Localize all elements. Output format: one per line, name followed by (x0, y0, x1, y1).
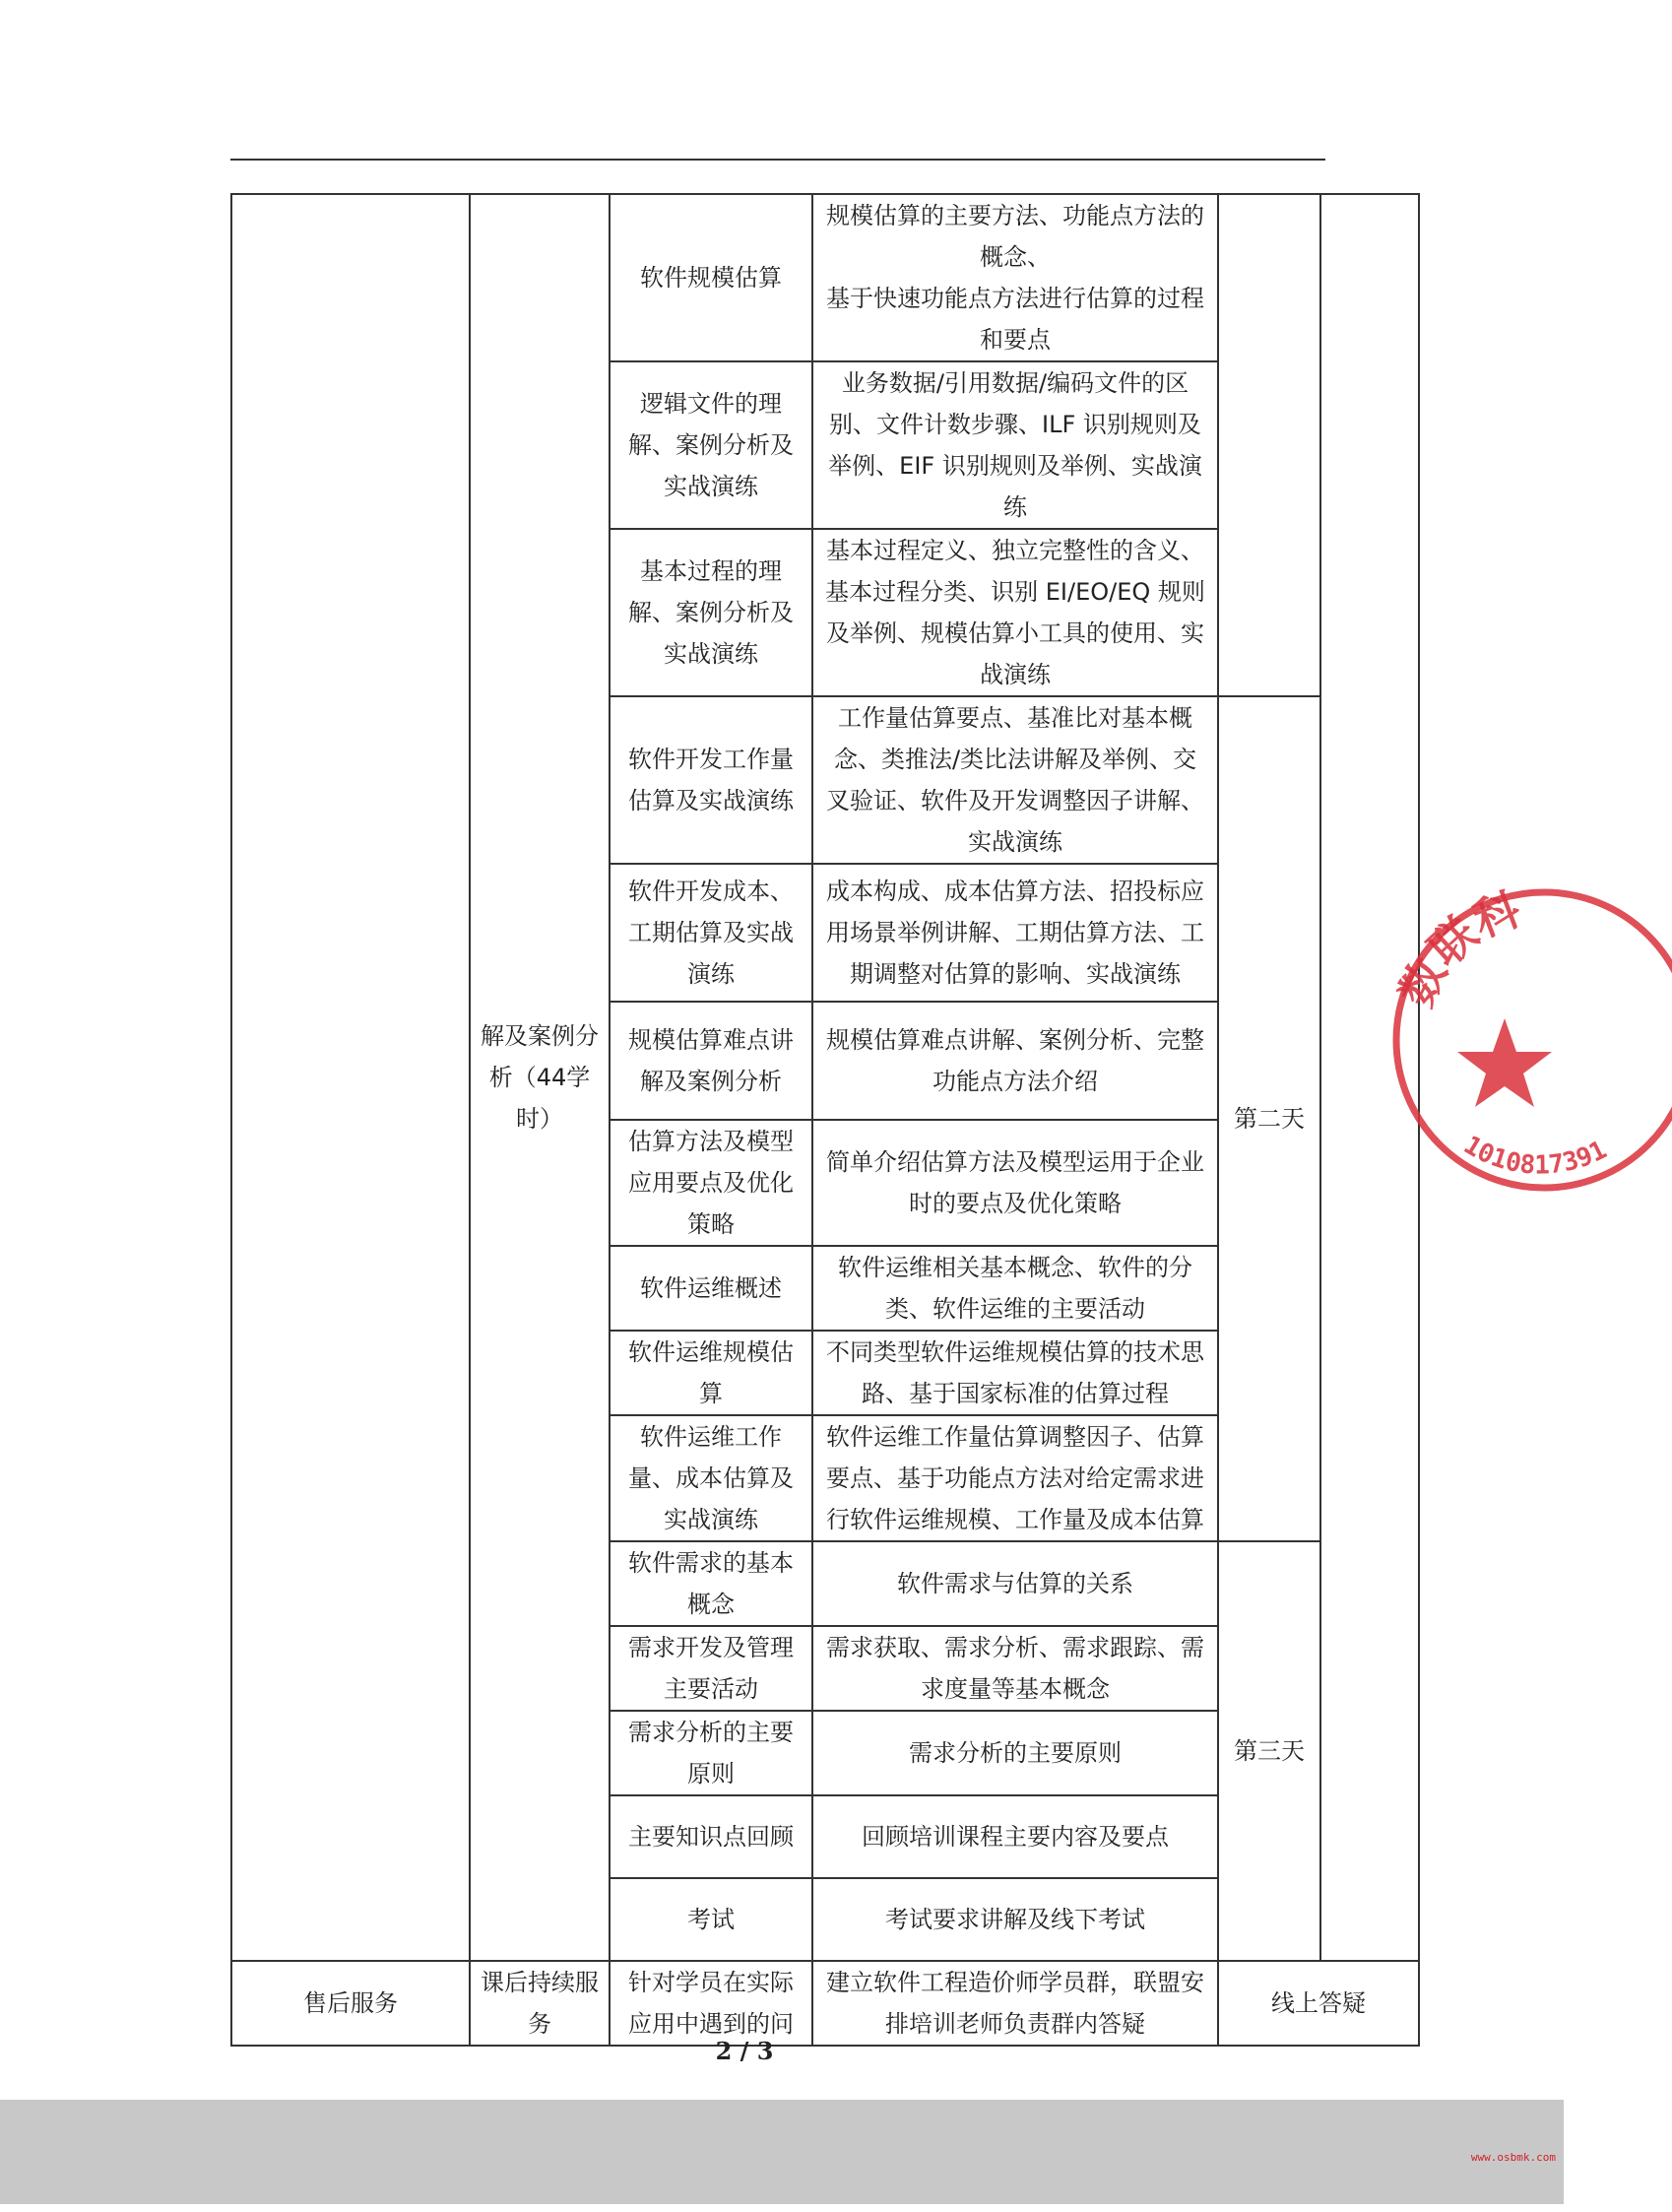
content-cell: 回顾培训课程主要内容及要点 (812, 1795, 1218, 1878)
topic-cell: 考试 (610, 1878, 812, 1961)
content-cell: 规模估算的主要方法、功能点方法的概念、 基于快速功能点方法进行估算的过程和要点 (812, 194, 1218, 361)
day-cell-blank (1218, 194, 1320, 696)
content-cell: 规模估算难点讲解、案例分析、完整功能点方法介绍 (812, 1002, 1218, 1120)
after-sales-topic: 针对学员在实际应用中遇到的问 (610, 1961, 812, 2046)
page-number: 2 / 3 (715, 2037, 774, 2065)
topic-cell: 软件开发成本、工期估算及实战演练 (610, 864, 812, 1002)
content-cell: 成本构成、成本估算方法、招投标应用场景举例讲解、工期估算方法、工期调整对估算的影响、实战演练 (812, 864, 1218, 1002)
topic-cell: 软件需求的基本概念 (610, 1541, 812, 1626)
topic-cell: 软件开发工作量估算及实战演练 (610, 696, 812, 864)
footer-band (0, 2100, 1564, 2204)
content-cell: 需求分析的主要原则 (812, 1711, 1218, 1795)
seal-star-icon (1457, 1018, 1552, 1107)
content-cell: 考试要求讲解及线下考试 (812, 1878, 1218, 1961)
topic-cell: 软件运维规模估算 (610, 1331, 812, 1415)
topic-cell: 逻辑文件的理解、案例分析及实战演练 (610, 361, 812, 529)
content-cell: 软件运维工作量估算调整因子、估算要点、基于功能点方法对给定需求进行软件运维规模、工作量及成本估算 (812, 1415, 1218, 1541)
topic-cell: 估算方法及模型应用要点及优化策略 (610, 1120, 812, 1246)
module-cell: 解及案例分析（44学时） (470, 194, 610, 1961)
content-cell: 简单介绍估算方法及模型运用于企业时的要点及优化策略 (812, 1120, 1218, 1246)
company-seal (1377, 873, 1672, 1207)
seal-name-text: 数联科 (1388, 881, 1528, 1015)
seal-number-text: 1010817391 (1458, 1130, 1612, 1181)
topic-cell: 软件运维概述 (610, 1246, 812, 1331)
topic-cell: 主要知识点回顾 (610, 1795, 812, 1878)
content-cell: 软件需求与估算的关系 (812, 1541, 1218, 1626)
topic-cell: 软件规模估算 (610, 194, 812, 361)
day-two-cell: 第二天 (1218, 696, 1320, 1541)
topic-cell: 需求开发及管理主要活动 (610, 1626, 812, 1711)
category-cell-blank (231, 194, 470, 1961)
topic-cell: 需求分析的主要原则 (610, 1711, 812, 1795)
topic-cell: 基本过程的理解、案例分析及实战演练 (610, 529, 812, 696)
content-cell: 工作量估算要点、基准比对基本概念、类推法/类比法讲解及举例、交叉验证、软件及开发调整因子讲解、实战演练 (812, 696, 1218, 864)
content-cell: 基本过程定义、独立完整性的含义、基本过程分类、识别 EI/EO/EQ 规则及举例、规模估算小工具的使用、实战演练 (812, 529, 1218, 696)
content-cell: 不同类型软件运维规模估算的技术思路、基于国家标准的估算过程 (812, 1331, 1218, 1415)
topic-cell: 规模估算难点讲解及案例分析 (610, 1002, 812, 1120)
schedule-table (230, 193, 1420, 2047)
content-cell: 业务数据/引用数据/编码文件的区别、文件计数步骤、ILF 识别规则及举例、EIF 识别规则及举例、实战演练 (812, 361, 1218, 529)
day-three-cell: 第三天 (1218, 1541, 1320, 1961)
content-cell: 需求获取、需求分析、需求跟踪、需求度量等基本概念 (812, 1626, 1218, 1711)
footer-url: www.osbmk.com (1470, 2151, 1556, 2164)
after-sales-mode: 线上答疑 (1218, 1961, 1419, 2046)
after-sales-category: 售后服务 (231, 1961, 470, 2046)
after-sales-content: 建立软件工程造价师学员群，联盟安排培训老师负责群内答疑 (812, 1961, 1218, 2046)
after-sales-module: 课后持续服务 (470, 1961, 610, 2046)
topic-cell: 软件运维工作量、成本估算及实战演练 (610, 1415, 812, 1541)
header-rule (230, 159, 1325, 161)
content-cell: 软件运维相关基本概念、软件的分类、软件运维的主要活动 (812, 1246, 1218, 1331)
